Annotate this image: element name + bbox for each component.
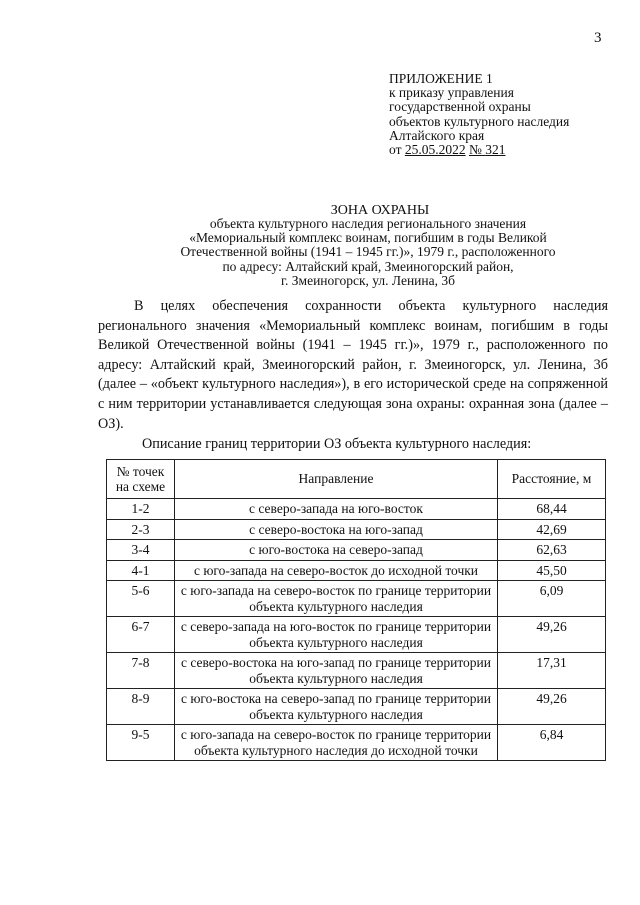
direction-cell: с северо-востока на юго-запад по границе территории объекта культурного наследия <box>175 653 498 689</box>
distance-cell: 6,84 <box>498 725 606 761</box>
zone-subtitle-line: объекта культурного наследия регионального значения <box>209 216 527 231</box>
points-cell: 5-6 <box>107 581 175 617</box>
zone-subtitle <box>100 217 636 288</box>
table-row <box>107 617 606 653</box>
date-prefix: от <box>389 142 402 158</box>
order-date-line <box>389 143 569 157</box>
appendix-line: объектов культурного наследия <box>389 113 570 129</box>
intro-paragraph: В целях обеспечения сохранности объекта культурного наследия регионального значения «Мемориальный комплекс воинам, погибшим в годы Великой Отечественной войны (1941 – 1945 гг.)», 1979 г., расположенного по адресу: Алтайский край, Змеиногорский район, г. Змеиногорск, ул. Ленина, 3б (далее – «объект культурного наследия»), в его исторической среде на сопряженной с ним территории устанавливается следующая зона охраны: охранная зона (далее – ОЗ). <box>98 298 608 432</box>
points-cell: 7-8 <box>107 653 175 689</box>
distance-cell: 49,26 <box>498 689 606 725</box>
appendix-line: Алтайского края <box>389 127 485 143</box>
zone-subtitle-line: «Мемориальный комплекс воинам, погибшим в годы Великой <box>189 230 547 246</box>
zone-subtitle-line: Отечественной войны (1941 – 1945 гг.)», 1979 г., расположенного <box>180 244 556 260</box>
points-cell: 1-2 <box>107 499 175 520</box>
table-row <box>107 519 606 540</box>
direction-cell: с юго-востока на северо-запад <box>175 540 498 561</box>
direction-cell: с юго-запада на северо-восток до исходной точки <box>175 560 498 581</box>
order-date: 25.05.2022 <box>404 142 466 158</box>
order-number: 321 <box>485 142 506 158</box>
distance-cell: 42,69 <box>498 519 606 540</box>
direction-cell: с юго-запада на северо-восток по границе территории объекта культурного наследия <box>175 581 498 617</box>
table-row <box>107 581 606 617</box>
direction-cell: с северо-востока на юго-запад <box>175 519 498 540</box>
distance-cell: 68,44 <box>498 499 606 520</box>
points-cell: 3-4 <box>107 540 175 561</box>
appendix-title: ПРИЛОЖЕНИЕ 1 <box>389 71 493 86</box>
header-points-line2: на схеме <box>115 479 166 494</box>
points-cell: 4-1 <box>107 560 175 581</box>
direction-cell: с юго-запада на северо-восток по границе территории объекта культурного наследия до исходной точки <box>175 725 498 761</box>
points-cell: 8-9 <box>107 689 175 725</box>
table-row <box>107 560 606 581</box>
direction-cell: с северо-запада на юго-восток <box>175 499 498 520</box>
boundaries-table <box>106 459 606 761</box>
table-body <box>107 499 606 761</box>
header-distance: Расстояние, м <box>498 460 606 499</box>
table-caption: Описание границ территории ОЗ объекта культурного наследия: <box>142 436 532 452</box>
table-header-row <box>107 460 606 499</box>
distance-cell: 45,50 <box>498 560 606 581</box>
zone-subtitle-line: по адресу: Алтайский край, Змеиногорский район, <box>222 258 514 274</box>
distance-cell: 49,26 <box>498 617 606 653</box>
header-points <box>107 460 175 499</box>
zone-subtitle-line: г. Змеиногорск, ул. Ленина, 3б <box>281 272 455 288</box>
table-row <box>107 653 606 689</box>
distance-cell: 17,31 <box>498 653 606 689</box>
header-direction: Направление <box>175 460 498 499</box>
points-cell: 6-7 <box>107 617 175 653</box>
number-prefix: № <box>468 142 482 158</box>
zone-title: ЗОНА ОХРАНЫ <box>330 203 430 218</box>
table-row <box>107 725 606 761</box>
table-row <box>107 499 606 520</box>
points-cell: 2-3 <box>107 519 175 540</box>
page-number: 3 <box>594 30 602 46</box>
header-points-line1: № точек <box>116 464 165 479</box>
appendix-line: к приказу управления <box>389 85 514 101</box>
distance-cell: 6,09 <box>498 581 606 617</box>
table-row <box>107 540 606 561</box>
points-cell: 9-5 <box>107 725 175 761</box>
direction-cell: с северо-запада на юго-восток по границе территории объекта культурного наследия <box>175 617 498 653</box>
direction-cell: с юго-востока на северо-запад по границе территории объекта культурного наследия <box>175 689 498 725</box>
table-row <box>107 689 606 725</box>
appendix-header <box>389 72 569 157</box>
appendix-line: государственной охраны <box>389 99 531 115</box>
distance-cell: 62,63 <box>498 540 606 561</box>
